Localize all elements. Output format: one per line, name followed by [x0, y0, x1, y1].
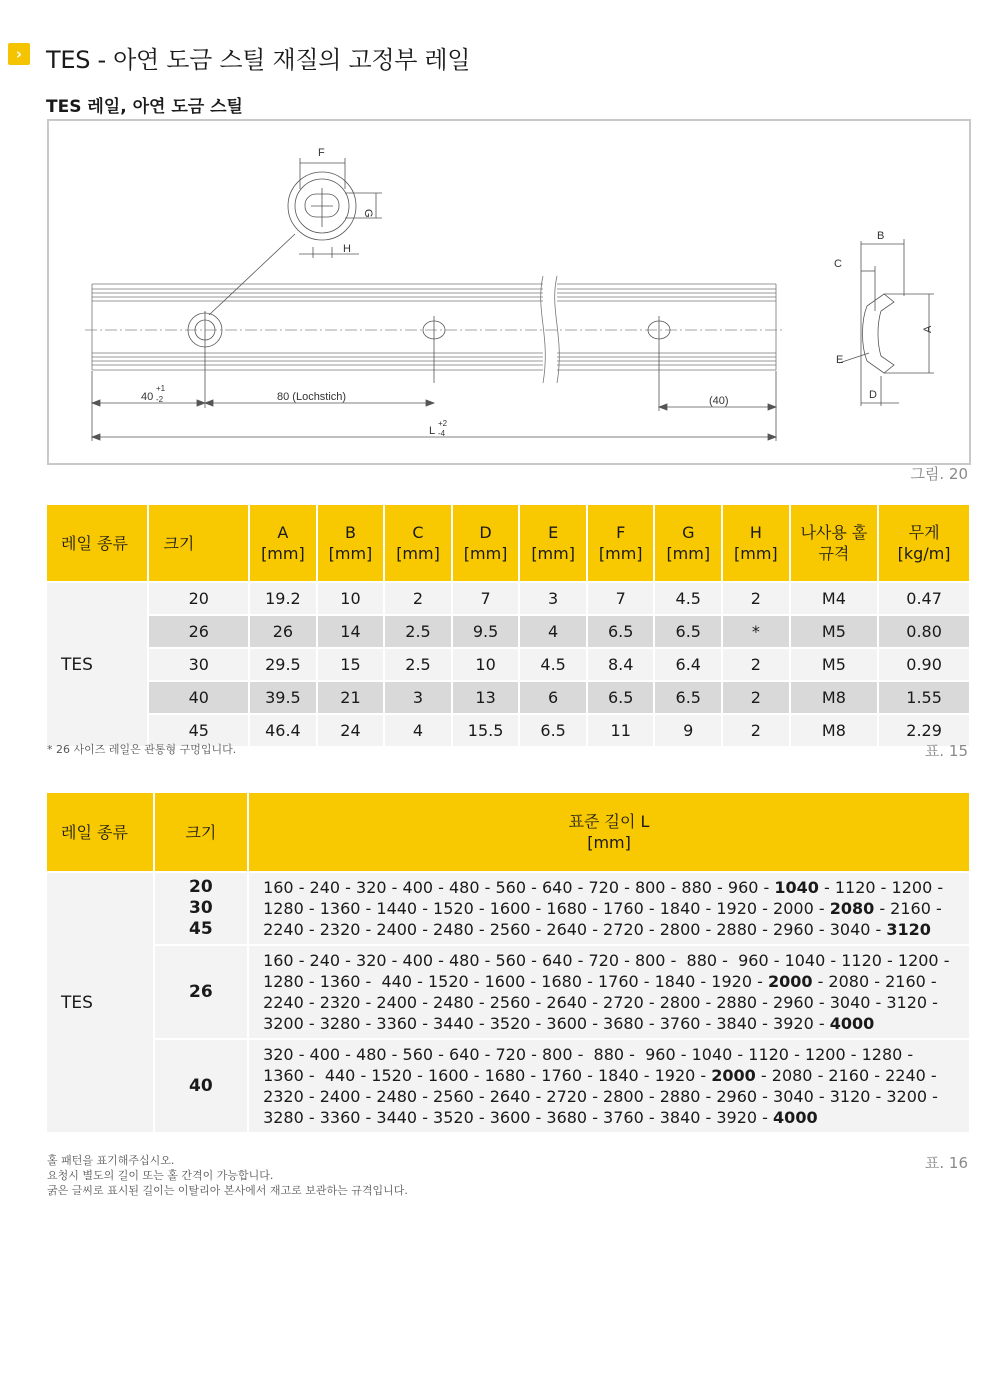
table15-header: F [mm]: [588, 505, 654, 581]
table16-caption: 표. 16: [924, 1154, 968, 1172]
table-cell: M8: [791, 682, 878, 713]
length-list: - 2080 - 2160 - 2240 - 2320 - 2400 - 2480 - 2560 - 2640 - 2720 - 2800 - 2880 - 2960 - 3040 - 3120 - 3200 - 3280 - 3360 - 3440 - 3520 - 3600 - 3680 - 3760 - 3840 - 3920 -: [263, 972, 944, 1033]
table15-header: 레일 종류: [47, 505, 147, 581]
table16-note: 요청시 별도의 길이 또는 홀 간격이 가능합니다.: [47, 1169, 274, 1182]
table-cell: 2: [723, 715, 789, 746]
label-F: F: [318, 147, 325, 159]
table15-header: B [mm]: [318, 505, 384, 581]
dim-start-tol-down: -2: [156, 395, 164, 404]
size-value: 26: [189, 981, 213, 1002]
table-cell: 11: [588, 715, 654, 746]
table-cell: 9: [655, 715, 721, 746]
dim-total-label: L: [429, 425, 436, 437]
table15-caption: 표. 15: [924, 742, 968, 760]
table-cell: 29.5: [250, 649, 316, 680]
table16-header: 표준 길이 L [mm]: [249, 793, 969, 871]
table-cell: 6.5: [588, 682, 654, 713]
table-cell: 13: [453, 682, 519, 713]
table-cell: M5: [791, 649, 878, 680]
lengths-cell: [249, 1040, 969, 1132]
page-title: TES - 아연 도금 스틸 재질의 고정부 레일: [46, 46, 471, 74]
table15-header: 무게 [kg/m]: [879, 505, 969, 581]
table-cell: 6.4: [655, 649, 721, 680]
table-cell: 2: [385, 583, 451, 614]
table-cell: 40: [149, 682, 248, 713]
table-cell: 26: [250, 616, 316, 647]
table16-header: 레일 종류: [47, 793, 153, 871]
size-cell: [155, 1040, 247, 1132]
table-cell: M4: [791, 583, 878, 614]
table-row: [47, 682, 969, 713]
table-cell: 2.29: [879, 715, 969, 746]
table-cell: 30: [149, 649, 248, 680]
table-cell: *: [723, 616, 789, 647]
chevron-right-icon: ›: [8, 43, 30, 65]
label-G: G: [362, 209, 374, 218]
table-cell: 2: [723, 682, 789, 713]
table15-header: D [mm]: [453, 505, 519, 581]
table-cell: 7: [453, 583, 519, 614]
table16-note: 홀 패턴을 표기해주십시오.: [47, 1154, 175, 1167]
label-B: B: [877, 230, 885, 242]
table-cell: 14: [318, 616, 384, 647]
stock-length: 1040: [774, 878, 819, 897]
table-cell: 2: [723, 649, 789, 680]
table-cell: 4.5: [520, 649, 586, 680]
stock-length: 2000: [711, 1066, 756, 1085]
table15-header: 크기: [149, 505, 248, 581]
table-cell: 21: [318, 682, 384, 713]
table15-header: 나사용 홀 규격: [791, 505, 878, 581]
table-cell: 6.5: [655, 682, 721, 713]
table-row: [47, 649, 969, 680]
table-cell: 2: [723, 583, 789, 614]
table16-header: 크기: [155, 793, 247, 871]
lengths-cell: [249, 946, 969, 1038]
table-cell: 2.5: [385, 649, 451, 680]
hole-detail: [209, 158, 382, 315]
label-H: H: [343, 243, 351, 255]
length-list: 320 - 400 - 480 - 560 - 640 - 720 - 800 - 880 - 960 - 1040 - 1120 - 1200 - 1280 - 1360 - 440 - 1520 - 1600 - 1680 - 1760 - 1840 - 1920 -: [263, 1045, 919, 1085]
length-list: - 1120 - 1200 - 1280 - 1360 - 1440 - 1520 - 1600 - 1680 - 1760 - 1840 - 1920 - 2000 -: [263, 878, 949, 918]
rail-profile: [839, 239, 934, 406]
table15-header: G [mm]: [655, 505, 721, 581]
table-row: [47, 583, 969, 614]
table-cell: 15: [318, 649, 384, 680]
table-row: [47, 616, 969, 647]
table-cell: M8: [791, 715, 878, 746]
table-cell: 6.5: [520, 715, 586, 746]
label-C: C: [834, 258, 842, 270]
stock-length: 4000: [773, 1108, 818, 1127]
table-cell: 4: [520, 616, 586, 647]
length-list: - 2080 - 2160 - 2240 - 2320 - 2400 - 2480 - 2560 - 2640 - 2720 - 2800 - 2880 - 2960 - 3040 - 3120 - 3200 - 3280 - 3360 - 3440 - 3520 - 3600 - 3680 - 3760 - 3840 - 3920 -: [263, 1066, 944, 1127]
lengths-table: [45, 791, 971, 1134]
table15-header: A [mm]: [250, 505, 316, 581]
lengths-cell: [249, 873, 969, 944]
table-cell: 20: [149, 583, 248, 614]
table-cell: 15.5: [453, 715, 519, 746]
dim-pitch-label: 80 (Lochstich): [277, 391, 347, 403]
table-cell: 46.4: [250, 715, 316, 746]
table15-note: * 26 사이즈 레일은 관통형 구멍입니다.: [47, 743, 237, 756]
stock-length: 4000: [829, 1014, 875, 1033]
table-cell: 0.47: [879, 583, 969, 614]
table-cell: 1.55: [879, 682, 969, 713]
table-cell: 39.5: [250, 682, 316, 713]
rail-drawing: [47, 119, 971, 465]
table15-header: E [mm]: [520, 505, 586, 581]
rail-type-cell: TES: [47, 583, 147, 746]
size-value: 20: [189, 877, 213, 897]
table15-header: C [mm]: [385, 505, 451, 581]
stock-length: 2000: [767, 972, 813, 991]
table-cell: 2.5: [385, 616, 451, 647]
table-cell: 8.4: [588, 649, 654, 680]
table-cell: 6.5: [655, 616, 721, 647]
table-cell: 3: [520, 583, 586, 614]
label-D: D: [869, 389, 877, 401]
table-cell: 24: [318, 715, 384, 746]
stock-length: 2080: [829, 899, 875, 918]
section-subtitle: TES 레일, 아연 도금 스틸: [46, 97, 243, 117]
table-cell: 45: [149, 715, 248, 746]
figure-caption: 그림. 20: [910, 465, 968, 483]
table-row: [47, 873, 969, 944]
table-cell: 0.90: [879, 649, 969, 680]
size-value: 40: [189, 1075, 213, 1096]
table15-header: H [mm]: [723, 505, 789, 581]
table-cell: 3: [385, 682, 451, 713]
length-list: 160 - 240 - 320 - 400 - 480 - 560 - 640 - 720 - 800 - 880 - 960 - 1040 - 1120 - 1200 - 1280 - 1360 - 440 - 1520 - 1600 - 1680 - 1760 - 1840 - 1920 -: [263, 951, 955, 991]
dim-start-label: 40: [141, 391, 154, 403]
table-cell: 9.5: [453, 616, 519, 647]
size-value: 30: [189, 898, 213, 918]
table16-notes: [47, 1153, 408, 1198]
table-row: [47, 1040, 969, 1132]
dim-total-tol-up: +2: [438, 419, 448, 428]
table-row: [47, 946, 969, 1038]
rail-type-cell: TES: [47, 873, 153, 1132]
stock-length: 3120: [886, 920, 931, 939]
size-cell: [155, 873, 247, 944]
table16-note: 굵은 글씨로 표시된 길이는 이탈리아 본사에서 재고로 보관하는 규격입니다.: [47, 1184, 408, 1197]
table-cell: 7: [588, 583, 654, 614]
dim-end-label: (40): [709, 395, 729, 407]
table-cell: 26: [149, 616, 248, 647]
size-value: 45: [189, 919, 213, 939]
table-cell: 4: [385, 715, 451, 746]
length-list: 160 - 240 - 320 - 400 - 480 - 560 - 640 - 720 - 800 - 880 - 960 -: [263, 878, 775, 897]
dim-start-tol-up: +1: [156, 384, 166, 393]
table-cell: 10: [453, 649, 519, 680]
label-A: A: [922, 325, 934, 333]
table-cell: 6.5: [588, 616, 654, 647]
dim-total-tol-down: -4: [438, 429, 446, 438]
table-cell: 10: [318, 583, 384, 614]
table-cell: 19.2: [250, 583, 316, 614]
table-cell: 6: [520, 682, 586, 713]
table-cell: 0.80: [879, 616, 969, 647]
size-cell: [155, 946, 247, 1038]
label-E: E: [836, 354, 844, 366]
length-list: - 2160 - 2240 - 2320 - 2400 - 2480 - 2560 - 2640 - 2720 - 2800 - 2880 - 2960 - 3040 -: [263, 899, 947, 939]
dimensions-table: [45, 503, 971, 748]
table-cell: M5: [791, 616, 878, 647]
table-cell: 4.5: [655, 583, 721, 614]
